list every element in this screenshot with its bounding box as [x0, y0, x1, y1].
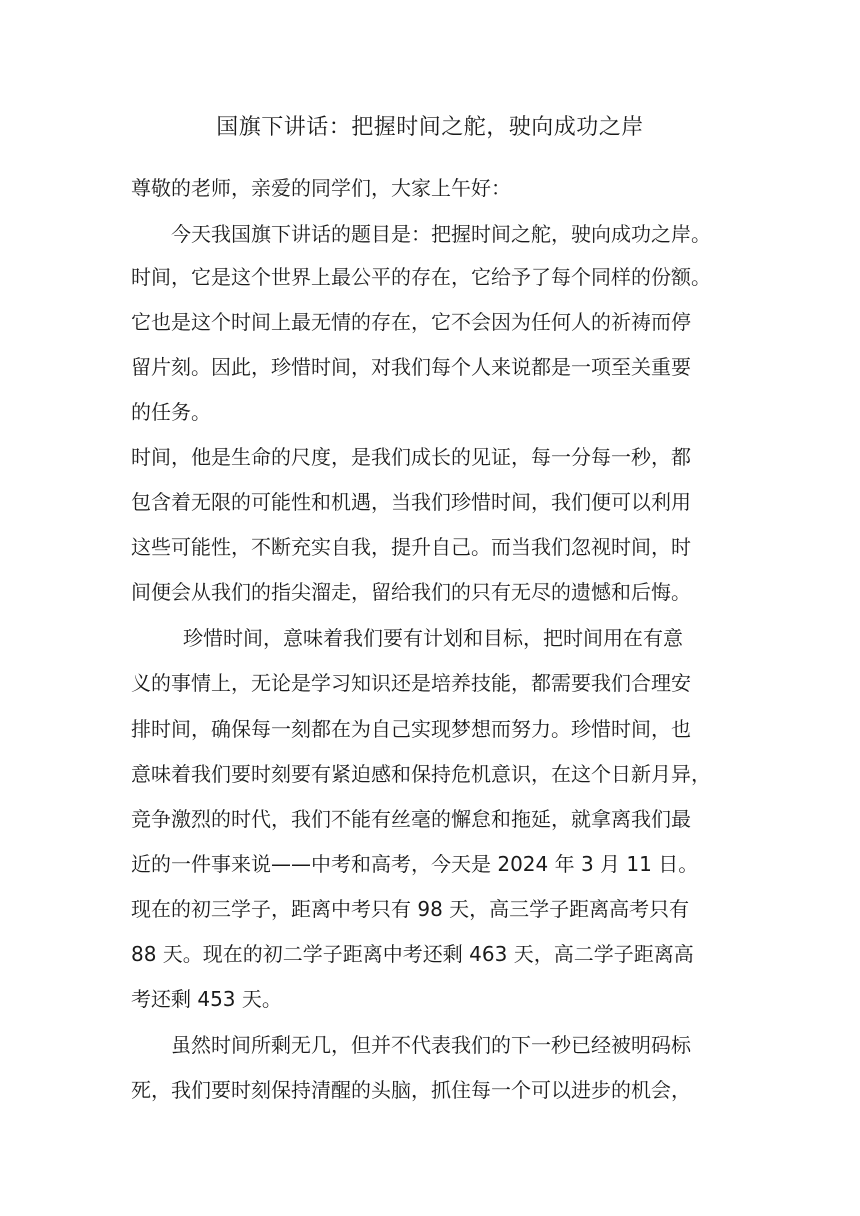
text-line: 88 天。现在的初二学子距离中考还剩 463 天，高二学子距离高	[131, 942, 694, 966]
text-line: 今天我国旗下讲话的题目是：把握时间之舵，驶向成功之岸。	[171, 222, 711, 246]
speech-title: 国旗下讲话：把握时间之舵，驶向成功之岸	[216, 115, 644, 140]
text-line: 竞争激烈的时代，我们不能有丝毫的懈怠和拖延，就拿离我们最	[131, 807, 691, 831]
text-line: 义的事情上，无论是学习知识还是培养技能，都需要我们合理安	[131, 671, 691, 695]
text-line: 近的一件事来说——中考和高考，今天是 2024 年 3 月 11 日。	[131, 852, 699, 876]
text-line: 死，我们要时刻保持清醒的头脑，抓住每一个可以进步的机会，	[131, 1078, 691, 1102]
text-line: 时间，它是这个世界上最公平的存在，它给予了每个同样的份额。	[131, 265, 711, 289]
text-line: 考还剩 453 天。	[131, 987, 282, 1011]
text-line: 留片刻。因此，珍惜时间，对我们每个人来说都是一项至关重要	[131, 355, 691, 379]
text-line: 珍惜时间，意味着我们要有计划和目标，把时间用在有意	[183, 626, 683, 650]
text-line: 这些可能性，不断充实自我，提升自己。而当我们忽视时间，时	[131, 535, 691, 559]
text-line: 的任务。	[131, 400, 211, 424]
text-line: 它也是这个时间上最无情的存在，它不会因为任何人的祈祷而停	[131, 310, 691, 334]
greeting-line: 尊敬的老师，亲爱的同学们，大家上午好：	[131, 176, 511, 200]
text-line: 间便会从我们的指尖溜走，留给我们的只有无尽的遗憾和后悔。	[131, 580, 691, 604]
text-line: 包含着无限的可能性和机遇，当我们珍惜时间，我们便可以利用	[131, 490, 691, 514]
text-line: 意味着我们要时刻要有紧迫感和保持危机意识，在这个日新月异，	[131, 762, 711, 786]
text-line: 时间，他是生命的尺度，是我们成长的见证，每一分每一秒，都	[131, 445, 691, 469]
text-line: 现在的初三学子，距离中考只有 98 天，高三学子距离高考只有	[131, 897, 690, 921]
text-line: 虽然时间所剩无几，但并不代表我们的下一秒已经被明码标	[171, 1033, 691, 1057]
text-line: 排时间，确保每一刻都在为自己实现梦想而努力。珍惜时间，也	[131, 717, 691, 741]
